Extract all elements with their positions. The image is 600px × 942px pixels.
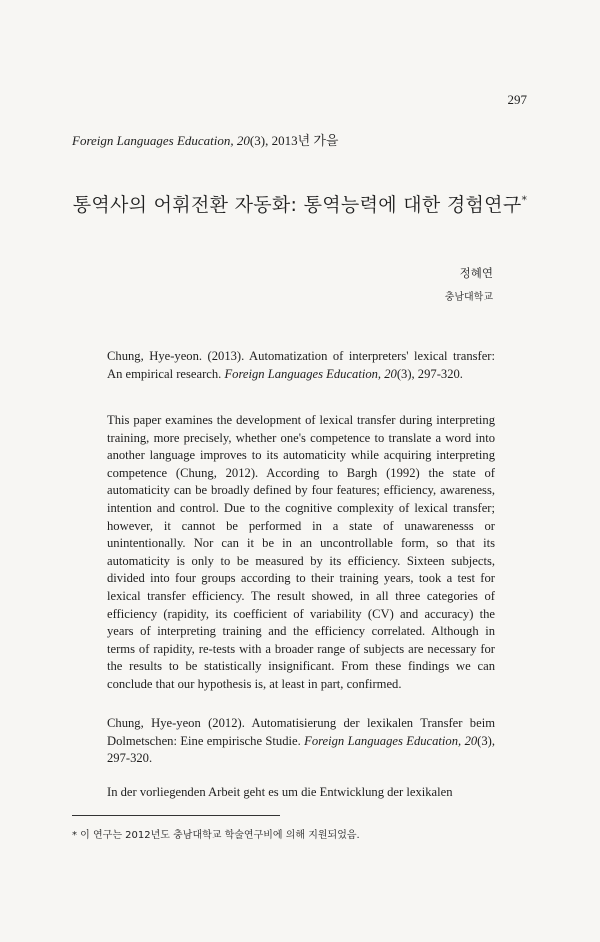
german-citation-journal: Foreign Languages Education,	[304, 733, 462, 748]
english-citation-journal: Foreign Languages Education,	[224, 366, 382, 381]
paper-title	[0, 190, 600, 217]
footnote-divider	[72, 815, 280, 816]
journal-name: Foreign Languages Education,	[72, 133, 234, 148]
author-name: 정혜연	[459, 266, 493, 280]
journal-header	[72, 130, 339, 149]
german-citation	[107, 715, 495, 768]
english-citation-volume: 20	[384, 366, 397, 381]
journal-volume: 20	[236, 133, 250, 148]
title-footnote-mark: *	[521, 193, 528, 207]
english-citation-text: Chung, Hye-yeon. (2013). Automatization of interpreters' lexical transfer: An empirical research.	[107, 349, 495, 381]
english-citation-pages: (3), 297-320.	[396, 366, 463, 381]
paper-title-text: 통역사의 어휘전환 자동화: 통역능력에 대한 경험연구	[72, 194, 522, 216]
journal-issue-year: (3), 2013년 가을	[249, 133, 339, 148]
english-abstract: This paper examines the development of lexical transfer during interpreting training, more precisely, whether one's competence to translate a word into another language improves to its automaticity while acquiring interpreting competence (Chung, 2012). According to Bargh (1992) the state of automaticity can be broadly defined by four features; efficiency, awareness, intention and control. Due to the cognitive complexity of lexical transfer; however, it cannot be performed in a state of unawarenesss or unintentionally. Nor can it be in an uncontrollable form, so that its automaticity is only to be measured by its efficiency. Sixteen subjects, divided into four groups according to their training years, took a test for lexical transfer efficiency. The result showed, in all three categories of efficiency (rapidity, its coefficient of variability (CV) and accuracy) the years of interpreting training and the efficiency correlated. Although in terms of rapidity, re-tests with a broader range of subjects are necessary for the results to be statistically insignificant. From these findings we can conclude that our hypothesis is, at least in part, confirmed.	[107, 413, 495, 691]
german-citation-text: Chung, Hye-yeon (2012). Automatisierung der lexikalen Transfer beim Dolmetschen: Eine empirische Studie.	[107, 716, 495, 748]
page-number: 297	[507, 92, 527, 107]
german-citation-volume: 20	[464, 733, 478, 748]
english-citation	[107, 348, 495, 383]
author-affiliation: 충남대학교	[444, 292, 493, 303]
german-abstract-start: In der vorliegenden Arbeit geht es um die Entwicklung der lexikalen	[107, 785, 453, 799]
german-citation-pages: (3), 297-320.	[107, 733, 495, 766]
footnote: * 이 연구는 2012년도 충남대학교 학술연구비에 의해 지원되었음.	[72, 830, 360, 841]
